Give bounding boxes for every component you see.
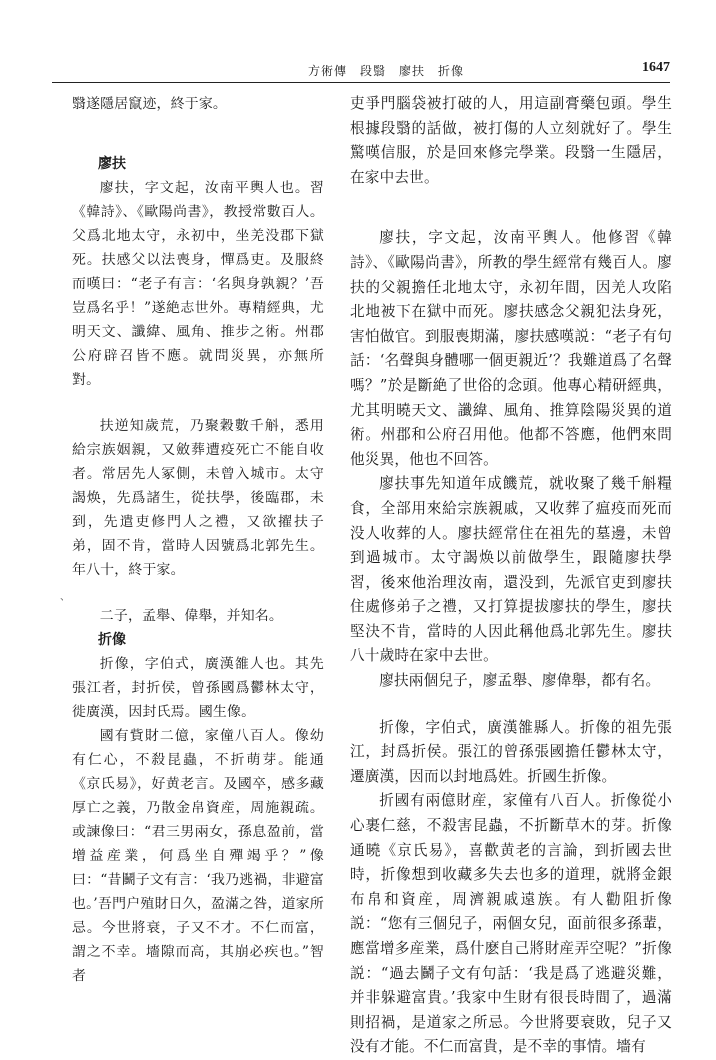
zhexiang-paragraph-2: 國有貲財二億，家僮八百人。像幼有仁心，不殺昆蟲，不折萌芽。能通《京氏易》，好黄老言。及國卒，感多藏厚亡之義，乃散金帛資産，周施親疏。或諫像曰：“君三男兩女，孫息盈前，當增益産業，何爲坐自殫竭乎？”像曰：“昔鬭子文有言：‘我乃逃禍，非避富也。’吾門户殖財日久，盈滿之咎，道家所忌。今世將衰，子又不才。不仁而富，謂之不幸。墻隙而高，其崩必疾也。”智者 [72, 728, 324, 984]
page-number: 1647 [642, 60, 670, 75]
zhexiang-translation-paragraph-1: 折像，字伯式，廣漢雒縣人。折像的祖先張江，封爲折侯。張江的曾孫張國擔任鬱林太守，遷廣漢，因而以封地爲姓。折國生折像。 [350, 718, 672, 785]
zhexiang-paragraph-1: 折像，字伯式，廣漢雒人也。其先張江者，封折侯，曾孫國爲鬱林太守，徙廣漢，因封氏焉。國生像。 [72, 656, 324, 720]
original-text-column [72, 92, 324, 992]
liaofu-paragraph-1: 廖扶，字文起，汝南平輿人也。習《韓詩》、《歐陽尚書》，教授常數百人。父爲北地太守，永初中，坐羌没郡下獄死。扶感父以法喪身，憚爲吏。及服終而嘆曰：“老子有言：‘名與身孰親？’吾豈爲名乎！”遂絶志世外。專精經典，尤明天文、讖緯、風角、推步之術。州郡公府辟召皆不應。就問災異，亦無所對。 [72, 180, 324, 388]
zhexiang-translation-paragraph-2: 折國有兩億財産，家僮有八百人。折像從小心裹仁慈，不殺害昆蟲，不折斷草木的芽。折像通曉《京氏易》，喜歡黄老的言論，到折國去世時，折像想到收藏多失去也多的道理，就將金銀布帛和資産，周濟親戚遠族。有人勸阻折像説：“您有三個兒子，兩個女兒，面前很多孫輩，應當增多産業，爲什麽自己將財産弄空呢？”折像説：“過去鬭子文有句話：‘我是爲了逃避災難，并非躲避富貴。’我家中生財有很長時間了，過滿則招禍，是道家之所忌。今世將要衰敗，兒子又没有才能。不仁而富貴，是不幸的事情。墻有 [350, 792, 672, 1056]
page-header [52, 56, 670, 83]
liaofu-translation-paragraph-2: 廖扶事先知道年成饑荒，就收聚了幾千斛糧食，全部用來給宗族親戚，又收葬了瘟疫而死而没人收葬的人。廖扶經常住在祖先的墓邊，未曾到過城市。太守謁焕以前做學生，跟隨廖扶學習，後來他治理汝南，還没到，先派官吏到廖扶住處修弟子之禮，又打算提拔廖扶的學生，廖扶堅決不肯，當時的人因此稱他爲北郭先生。廖扶八十歲時在家中去世。 [350, 475, 672, 665]
section-heading-liaofu: 廖扶 [98, 156, 126, 172]
margin-mark: 、 [60, 592, 70, 603]
translation-column [350, 92, 672, 1056]
duanyi-ending-paragraph: 翳遂隱居竄迹，終于家。 [72, 96, 227, 112]
section-heading-zhexiang: 折像 [98, 632, 126, 648]
running-title: 方術傳 段翳 廖扶 折像 [308, 64, 465, 78]
duanyi-translation-paragraph: 吏爭門腦袋被打破的人，用這副膏藥包頭。學生根據段翳的話做，被打傷的人立刻就好了。學生驚嘆信服，於是回來修完學業。段翳一生隱居，在家中去世。 [350, 95, 672, 186]
liaofu-paragraph-2: 扶逆知歲荒，乃聚穀數千斛，悉用給宗族姻親，又斂葬遭疫死亡不能自收者。常居先人冢側，未曾入城市。太守謁焕，先爲諸生，從扶學，後臨郡，未到，先遣吏修門人之禮，又欲擢扶子弟，固不肯，當時人因號爲北郭先生。年八十，終于家。 [72, 418, 324, 578]
liaofu-translation-paragraph-1: 廖扶，字文起，汝南平輿人。他修習《韓詩》、《歐陽尚書》，所教的學生經常有幾百人。廖扶的父親擔任北地太守，永初年間，因羌人攻陷北地被下在獄中而死。廖扶感念父親犯法身死，害怕做官。到服喪期滿，廖扶感嘆説：“老子有句話：‘名聲與身體哪一個更親近’？我難道爲了名聲嗎？”於是斷絶了世俗的念頭。他專心精研經典，尤其明曉天文、讖緯、風角、推算陰陽災異的道術。州郡和公府召用他。他都不答應，他們來問他災異，他也不回答。 [350, 229, 672, 468]
liaofu-translation-paragraph-3: 廖扶兩個兒子，廖孟舉、廖偉舉，都有名。 [379, 672, 661, 690]
liaofu-paragraph-3: 二子，孟舉、偉舉，并知名。 [99, 608, 283, 624]
